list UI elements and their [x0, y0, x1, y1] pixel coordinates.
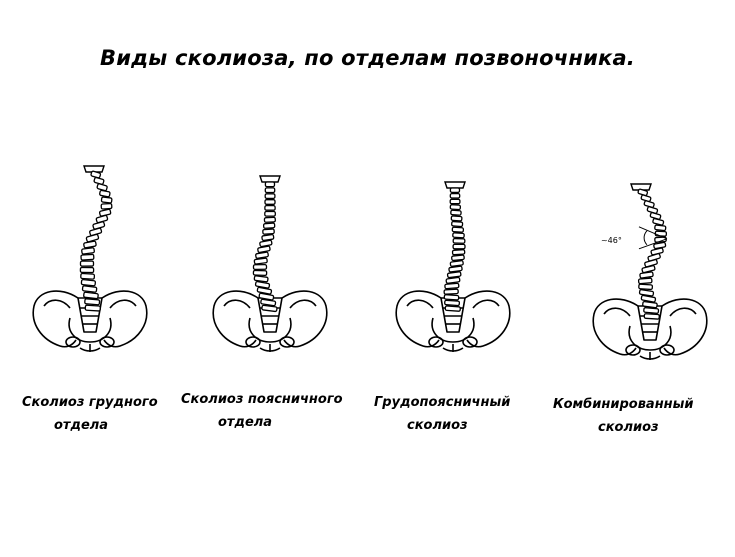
vertebra	[452, 227, 463, 232]
vertebra	[445, 306, 460, 311]
caption-thoracolumbar-line2: сколиоз	[407, 418, 468, 433]
vertebra	[449, 266, 462, 272]
vertebra	[263, 229, 275, 234]
vertebra	[81, 254, 94, 260]
vertebra	[450, 199, 460, 203]
vertebra	[444, 295, 459, 300]
caption-thoracic-line2: отдела	[54, 418, 109, 433]
spine-combined-illustration	[565, 160, 735, 390]
vertebra	[450, 188, 459, 192]
vertebra	[640, 272, 654, 278]
vertebra	[445, 300, 460, 305]
vertebra	[452, 250, 464, 255]
vertebra	[97, 183, 108, 190]
vertebra	[644, 308, 659, 314]
vertebra	[264, 217, 275, 222]
vertebra	[81, 280, 95, 286]
vertebra	[84, 292, 99, 299]
page-title: Виды сколиоза, по отделам позвоночника.	[99, 46, 635, 70]
vertebra	[452, 255, 465, 261]
vertebra	[265, 200, 275, 205]
vertebra	[255, 252, 268, 259]
vertebra	[447, 272, 461, 278]
vertebra	[80, 267, 93, 272]
vertebra	[85, 305, 100, 311]
caption-lumbar-line1: Сколиоз поясничного	[181, 392, 343, 407]
vertebra	[265, 212, 276, 217]
spine-thoracic-illustration	[5, 160, 175, 390]
vertebra	[643, 301, 658, 307]
vertebra	[257, 287, 272, 294]
vertebra	[450, 194, 459, 198]
vertebra	[653, 218, 664, 225]
vertebra	[254, 258, 267, 264]
angle-label: ~46°	[600, 235, 622, 245]
spine-figure-thoracic	[5, 160, 175, 390]
spine-lumbar-illustration	[185, 160, 355, 390]
caption-lumbar-line2: отдела	[218, 415, 273, 430]
vertebra	[265, 182, 274, 187]
vertebra	[451, 216, 462, 221]
vertebra	[262, 305, 277, 311]
spine-figure-thoracolumbar	[368, 160, 538, 390]
vertebra	[451, 210, 461, 215]
vertebra	[265, 188, 274, 193]
vertebra	[82, 286, 96, 293]
vertebra	[264, 223, 275, 228]
vertebra	[639, 284, 653, 289]
vertebra	[638, 278, 652, 284]
vertebra	[99, 190, 110, 197]
vertebra	[260, 240, 273, 247]
spine-thoracolumbar-illustration	[368, 160, 538, 390]
vertebra	[450, 205, 460, 210]
spine-figure-lumbar	[185, 160, 355, 390]
vertebra	[253, 270, 266, 275]
vertebra	[101, 203, 112, 209]
caption-thoracic-line1: Сколиоз грудного	[22, 395, 158, 410]
vertebra	[80, 261, 93, 266]
vertebra	[81, 273, 95, 279]
vertebra	[446, 277, 460, 283]
vertebra	[445, 283, 459, 289]
caption-combined-line1: Комбинированный	[553, 397, 694, 412]
vertebra	[453, 239, 465, 244]
vertebra	[452, 221, 463, 226]
vertebra	[655, 231, 666, 236]
vertebra	[453, 233, 465, 238]
vertebra	[262, 234, 274, 240]
vertebra	[254, 276, 268, 282]
vertebra	[644, 314, 659, 320]
vertebra	[258, 246, 271, 253]
vertebra	[85, 299, 100, 305]
vertebra	[265, 206, 275, 211]
vertebra	[255, 281, 269, 288]
vertebra	[444, 289, 458, 294]
atlas-cap	[260, 176, 280, 182]
vertebra	[265, 194, 275, 199]
vertebra	[655, 225, 666, 231]
vertebra	[453, 244, 465, 248]
caption-combined-line2: сколиоз	[598, 420, 659, 435]
vertebra	[84, 241, 97, 248]
vertebra	[639, 289, 653, 296]
spine-figure-combined	[565, 160, 735, 390]
vertebra	[253, 265, 266, 270]
vertebra	[450, 260, 463, 266]
vertebra	[101, 197, 112, 203]
vertebra	[82, 248, 95, 255]
atlas-cap	[445, 182, 465, 188]
caption-thoracolumbar-line1: Грудопоясничный	[374, 395, 511, 410]
